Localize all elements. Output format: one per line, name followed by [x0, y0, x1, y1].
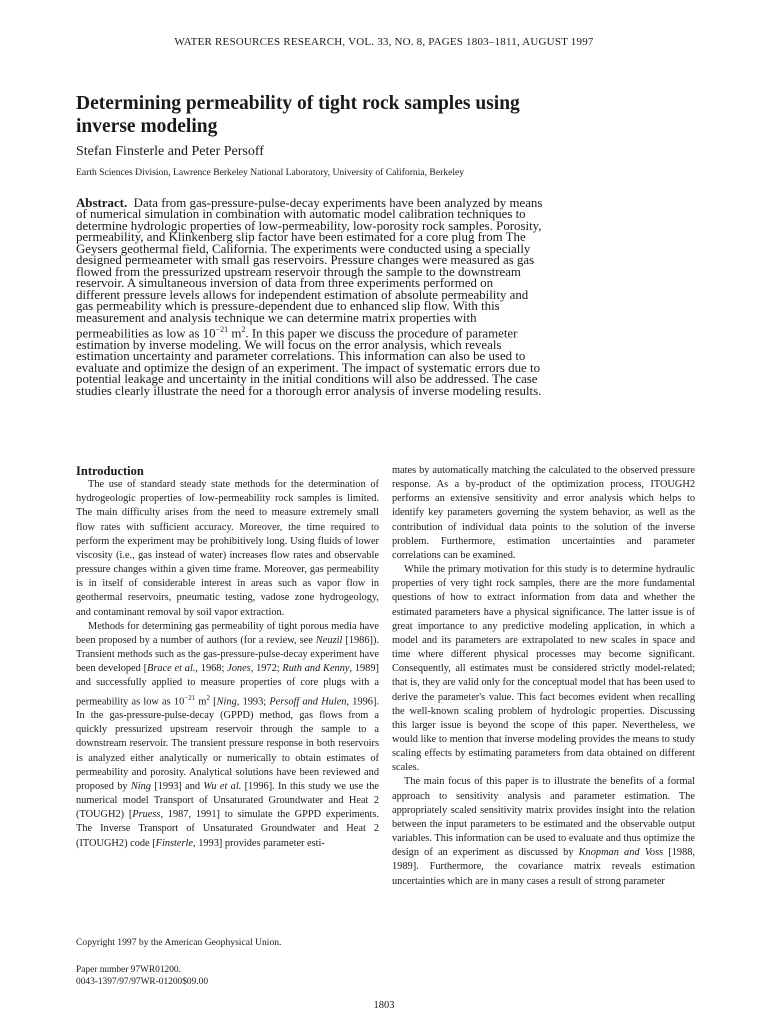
issn: 0043-1397/97/97WR-01200$09.00	[76, 977, 209, 987]
citation: Brace et al.	[147, 663, 196, 675]
abstract-line: designed permeameter with small gas reservoirs. Pressure changes were measured as gas	[76, 253, 535, 268]
citation: Finsterle	[155, 837, 194, 849]
abstract-line: gas permeability which is pressure-dependent due to enhanced slip flow. With this	[76, 299, 500, 314]
abstract-line: permeabilities as low as 10	[76, 326, 216, 341]
abstract-line: Data from gas-pressure-pulse-decay experiments have been analyzed by means	[133, 196, 543, 210]
section-heading-introduction: Introduction	[76, 464, 144, 478]
abstract-line: Geysers geothermal field, California. The experiments were conducted using a specially	[76, 241, 531, 256]
abstract-line: flowed from the pressurized upstream reservoir through the sample to the downstream	[76, 264, 521, 279]
abstract-line: . In this paper we discuss the procedure of parameter	[245, 326, 518, 341]
paragraph: The use of standard steady state methods for the determination of hydrogeologic properties of low-permeability rock samples is limited. The main difficulty arises from the need to measure extremely small flow rates with sufficient accuracy. Moreover, the time required to perform the experiment may be prohibitively long. Using fluids of lower viscosity (i.e., gas instead of water) increases flow rates and observable pressure changes within a given time frame. Moreover, gas permeability is in itself of considerable interest in areas such as vapor flow in geothermal reservoirs, pneumatic testing, vadose zone hydrogeology, and contaminant removal by soil vapor extraction.	[76, 479, 379, 618]
abstract	[76, 198, 573, 397]
citation: Pruess	[132, 809, 161, 821]
citation: Jones	[227, 663, 251, 675]
exponent: 2	[206, 693, 210, 702]
citation: Ning	[130, 780, 151, 792]
abstract-line: permeability, and Klinkenberg slip factor have been estimated for a core plug from The	[76, 230, 526, 245]
paragraph: mates by automatically matching the calculated to the observed pressure response. As a by-product of the optimization process, ITOUGH2 performs an extensive sensitivity and error analysis which helps to identify key parameters governing the system behavior, as well as the contribution of individual data points to the solution of the inverse problem. Furthermore, estimation uncertainties and parameter correlations can be examined.	[392, 465, 695, 561]
abstract-line: different pressure levels allows for independent estimation of absolute permeability and	[76, 287, 529, 302]
abstract-line: studies clearly illustrate the need for a thorough error analysis of inverse modeling results.	[76, 383, 542, 398]
citation: Persoff and Hulen	[269, 695, 347, 707]
exponent: −21	[215, 324, 229, 334]
abstract-line: potential leakage and uncertainty in the initial conditions will also be addressed. The case	[76, 372, 538, 387]
abstract-line: estimation uncertainty and parameter correlations. This information can also be used to	[76, 349, 526, 364]
unit: m	[228, 326, 242, 341]
exponent: 2	[241, 324, 246, 334]
citation: Wu et al.	[203, 780, 242, 792]
running-header: WATER RESOURCES RESEARCH, VOL. 33, NO. 8, PAGES 1803–1811, AUGUST 1997	[174, 36, 594, 48]
paragraph: The main focus of this paper is to illustrate the benefits of a formal approach to sensitivity analysis and parameter estimation. The appropriately scaled sensitivity matrix provides insight into the relation between the input parameters to be estimated and the observable output variables. This information can be used to evaluate and thus optimize the design of an experiment as discussed by Knopman and Voss [1988, 1989]. Furthermore, the covariance matrix reveals estimation uncertainties which are in many cases a result of strong parameter	[392, 776, 696, 887]
title-line-2: inverse modeling	[76, 116, 218, 137]
paper-info	[76, 964, 208, 988]
abstract-label: Abstract.	[76, 196, 128, 210]
citation: Knopman and Voss	[578, 847, 664, 859]
abstract-line: measurement and analysis technique we can determine matrix properties with	[76, 310, 477, 325]
citation: Ning	[216, 695, 237, 707]
title-line-1: Determining permeability of tight rock samples using	[76, 93, 520, 114]
paper-title	[76, 92, 636, 138]
paragraph: While the primary motivation for this study is to determine hydraulic properties of very tight rock samples, there are the more fundamental questions of how to extract information from data and whether the estimated parameters have a physical significance. The latter issue is of great importance to any predictive modeling application, in which a model and its parameters are extrapolated to new scales in space and time where different physical processes may become significant. Consequently, all estimates must be considered strictly model-related; that is, they are valid only for the conceptual model that has been used to derive the parameter's value. This fact becomes evident when recalling the well-known scaling problem of hydrologic properties. Discussing this larger issue is beyond the scope of this paper. Nevertheless, we would like to mention that inverse modeling provides the means to study scaling effects by estimating parameters from data obtained on different scales.	[392, 564, 695, 774]
citation: Ruth and Kenny	[282, 663, 350, 675]
citation: Neuzil	[315, 634, 343, 646]
left-column	[76, 464, 379, 851]
copyright-notice: Copyright 1997 by the American Geophysical Union.	[76, 937, 282, 948]
abstract-line: estimation by inverse modeling. We will focus on the error analysis, which reveals	[76, 337, 502, 352]
authors: Stefan Finsterle and Peter Persoff	[76, 144, 264, 159]
abstract-line: determine hydrologic properties of low-permeability, low-porosity rock samples. Porosity,	[76, 218, 542, 233]
page-number: 1803	[373, 1000, 395, 1011]
exponent: −21	[184, 693, 196, 702]
right-column	[392, 464, 695, 889]
abstract-line: evaluate and optimize the design of an experiment. The impact of systematic errors due to	[76, 360, 541, 375]
abstract-line: reservoir. A simultaneous inversion of data from three experiments performed on	[76, 276, 494, 291]
paper-number: Paper number 97WR01200.	[76, 965, 181, 975]
abstract-line: of numerical simulation in combination with automatic model calibration techniques to	[76, 207, 526, 222]
paragraph: Methods for determining gas permeability of tight porous media have been proposed by a number of authors (for a review, see Neuzil [1986]). Transient methods such as the gas-pressure-pulse-decay experiment have been developed [Brace et al., 1968; Jones, 1972; Ruth and Kenny, 1989] and successfully applied to measure properties of core plugs with a permeability as low as $10^{-21}$ $m^2$ [Ning, 1993; Persoff and Hulen, 1996]. In the gas-pressure-pulse-decay (GPPD) method, gas flows from a quickly pressurized upstream reservoir through the sample to a downstream reservoir. The transient pressure response in both reservoirs is analyzed either analytically or numerically to obtain estimates of permeability and porosity. Analytical solutions have been reviewed and proposed by Ning [1993] and Wu et al. [1996]. In this study we use the numerical model Transport of Unsaturated Groundwater and Heat 2 (TOUGH2) [Pruess, 1987, 1991] to simulate the GPPD experiments. The Inverse Transport of Unsaturated Groundwater and Heat 2 (ITOUGH2) code [Finsterle, 1993] provides parameter esti-	[76, 620, 380, 849]
affiliation: Earth Sciences Division, Lawrence Berkeley National Laboratory, University of California, Berkeley	[76, 167, 465, 178]
